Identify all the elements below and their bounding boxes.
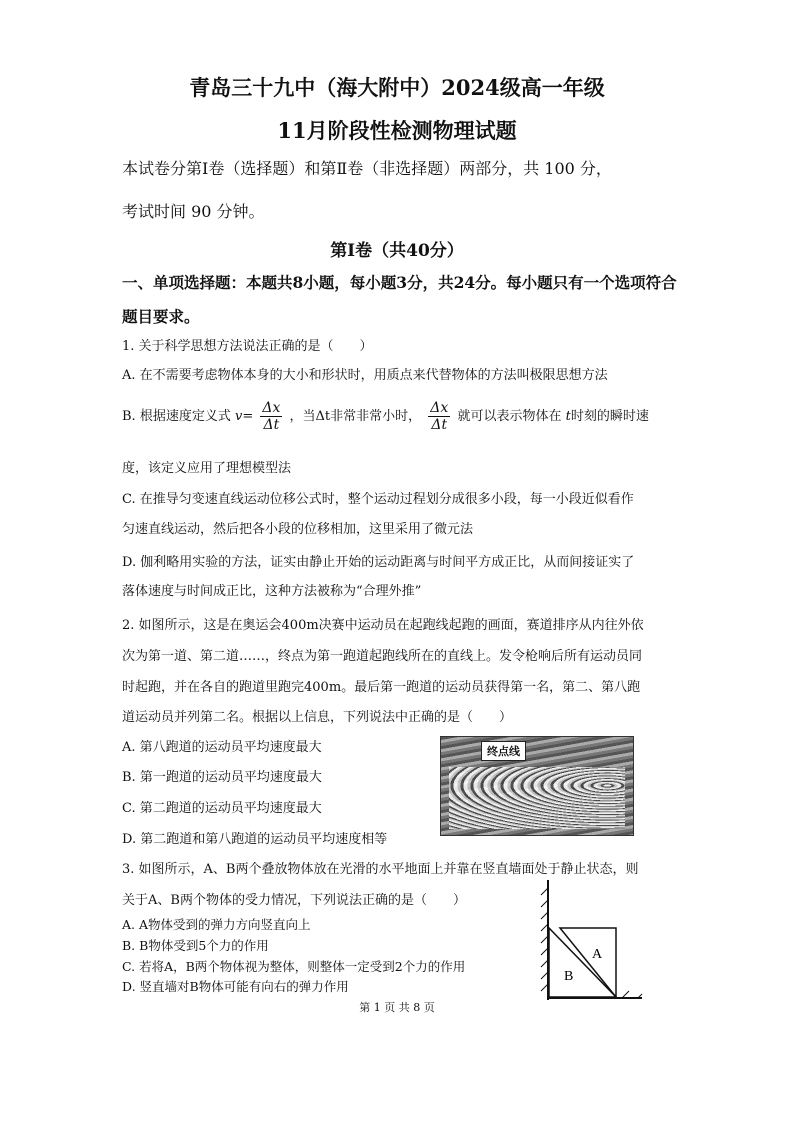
exam-title: 青岛三十九中（海大附中）2024级高一年级: [189, 75, 605, 100]
q1-b-mid: ，当Δt非常非常小时，: [289, 409, 422, 424]
section-title: 第Ⅰ卷（共40分）: [330, 241, 464, 261]
q1-b-prefix: B. 根据速度定义式: [122, 409, 231, 424]
q2-stem-2: 次为第一道、第二道……，终点为第一跑道起跑线所在的直线上。发令枪响后所有运动员同: [122, 649, 643, 664]
q3-option-b: B. B物体受到5个力的作用: [122, 938, 269, 953]
q1-fraction-1: [260, 400, 282, 433]
fraction-numerator: Δx: [430, 400, 449, 416]
q1-option-c-2: 匀速直线运动，然后把各小段的位移相加，这里采用了微元法: [122, 522, 474, 537]
q2-option-c: C. 第二跑道的运动员平均速度最大: [122, 801, 322, 816]
page-footer: 第 1 页 共 8 页: [359, 1001, 435, 1014]
q1-option-d-1: D. 伽利略用实验的方法，证实由静止开始的运动距离与时间平方成正比，从而间接证实了: [122, 555, 635, 570]
q1-option-b: [122, 400, 682, 433]
q2-option-a: A. 第八跑道的运动员平均速度最大: [122, 740, 322, 755]
q1-b-v: v: [234, 409, 243, 424]
q2-option-d: D. 第二跑道和第八跑道的运动员平均速度相等: [122, 832, 388, 847]
track-lanes-image: [449, 767, 625, 829]
q1-option-a: A. 在不需要考虑物体本身的大小和形状时，用质点来代替物体的方法叫极限思想方法: [122, 368, 608, 383]
fraction-numerator: Δx: [262, 400, 281, 416]
q3-stem-1: 3. 如图所示，A、B两个叠放物体放在光滑的水平地面上并靠在竖直墙面处于静止状态，则: [122, 862, 639, 877]
wall-hatching: [541, 880, 548, 1000]
finish-line-label: 终点线: [481, 741, 526, 761]
q1-option-d-2: 落体速度与时间成正比，这种方法被称为“合理外推”: [122, 584, 422, 599]
q3-option-d: D. 竖直墙对B物体可能有向右的弹力作用: [122, 979, 349, 994]
q1-b-eq: =: [242, 409, 254, 424]
intro-line-2: 考试时间 90 分钟。: [122, 202, 265, 221]
exam-subtitle: 11月阶段性检测物理试题: [277, 118, 517, 143]
q3-option-a: A. A物体受到的弹力方向竖直向上: [122, 917, 311, 932]
intro-line-1: 本试卷分第Ⅰ卷（选择题）和第Ⅱ卷（非选择题）两部分，共 100 分，: [122, 159, 612, 178]
q1-b-t: t: [565, 409, 571, 424]
q1-fraction-2: [428, 400, 450, 433]
q2-stem-4: 道运动员并列第二名。根据以上信息，下列说法中正确的是（ ）: [122, 710, 513, 725]
label-a: A: [592, 947, 603, 962]
label-b: B: [564, 969, 574, 984]
q1-option-b-cont: 度，该定义应用了理想模型法: [122, 461, 292, 476]
fraction-denominator: Δt: [431, 417, 448, 433]
q3-option-c: C. 若将A，B两个物体视为整体，则整体一定受到2个力的作用: [122, 959, 466, 974]
q3-stem-2: 关于A、B两个物体的受力情况，下列说法正确的是（ ）: [122, 893, 466, 908]
q1-b-post: 就可以表示物体在: [457, 409, 562, 424]
q2-stem-3: 时起跑，并在各自的跑道里跑完400m。最后第一跑道的运动员获得第一名，第二、第八跑: [122, 680, 641, 695]
q2-stem-1: 2. 如图所示，这是在奥运会400m决赛中运动员在起跑线起跑的画面，赛道排序从内往外依: [122, 618, 644, 633]
blocks-wall-diagram: [538, 878, 644, 1002]
fraction-denominator: Δt: [263, 417, 280, 433]
q1-stem: 1. 关于科学思想方法说法正确的是（ ）: [122, 339, 373, 354]
race-track-photo: [440, 736, 634, 836]
q1-option-c-1: C. 在推导匀变速直线运动位移公式时，整个运动过程划分成很多小段，每一小段近似看作: [122, 492, 634, 507]
q1-b-end: 时刻的瞬时速: [570, 409, 649, 424]
part-heading: 一、单项选择题：本题共8小题，每小题3分，共24分。每小题只有一个选项符合题目要求。: [122, 273, 677, 326]
q2-option-b: B. 第一跑道的运动员平均速度最大: [122, 770, 322, 785]
